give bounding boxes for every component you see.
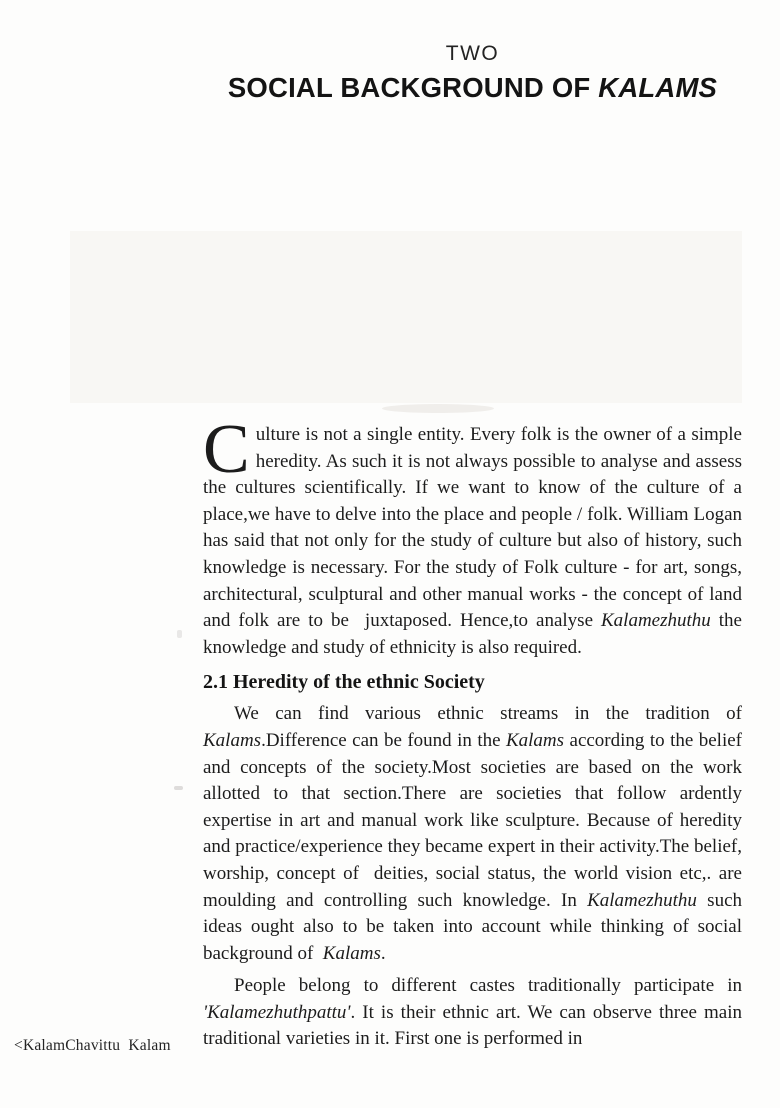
paragraph-1 [203, 411, 742, 661]
chapter-header [203, 42, 742, 103]
chapter-title [203, 73, 742, 103]
chapter-number: TWO [445, 42, 500, 65]
paragraph-2 [203, 701, 742, 967]
paragraph-2-text: We can find various ethnic streams in the tradition of Kalams.Difference can be found in the Kalams according to the belief and concepts of the society.Most societies are based on the work allotted to that section.There are societies that follow ardently expertise in art and manual work like sculpture. Because of heredity and practice/experience they became expert in their activity.The belief, worship, concept of deities, social status, the world vision etc,. are moulding and controlling such knowledge. In Kalamezhuthu such ideas ought also to be taken into account while thinking of social background of Kalams. [203, 703, 742, 964]
faded-image-area [70, 231, 742, 403]
paragraph-1-text: ulture is not a single entity. Every folk is the owner of a simple heredity. As such it is not always possible to analyse and assess the cultures scientifically. If we want to know of the culture of a place,we have to delve into the place and people / folk. William Logan has said that not only for the study of culture but also of history, such knowledge is necessary. For the study of Folk culture - for art, songs, architectural, sculptural and other manual works - the concept of land and folk are to be juxtaposed. Hence,to analyse Kalamezhuthu the knowledge and study of ethnicity is also required. [203, 424, 742, 658]
chapter-title-emphasis: KALAMS [598, 72, 718, 103]
section-heading: 2.1 Heredity of the ethnic Society [203, 671, 485, 694]
scan-artifact [177, 630, 182, 638]
drop-cap: C [203, 411, 250, 488]
margin-caption: <KalamChavittu Kalam [14, 1037, 171, 1054]
chapter-title-text: SOCIAL BACKGROUND OF [227, 72, 599, 103]
paragraph-3 [203, 973, 742, 1053]
scan-artifact [174, 786, 183, 790]
paragraph-3-text: People belong to different castes traditionally participate in 'Kalamezhuthpattu'. It is their ethnic art. We can observe three main traditional varieties in it. First one is performed in [203, 975, 742, 1050]
scan-artifact [382, 404, 494, 413]
body-text-column [203, 411, 742, 1053]
